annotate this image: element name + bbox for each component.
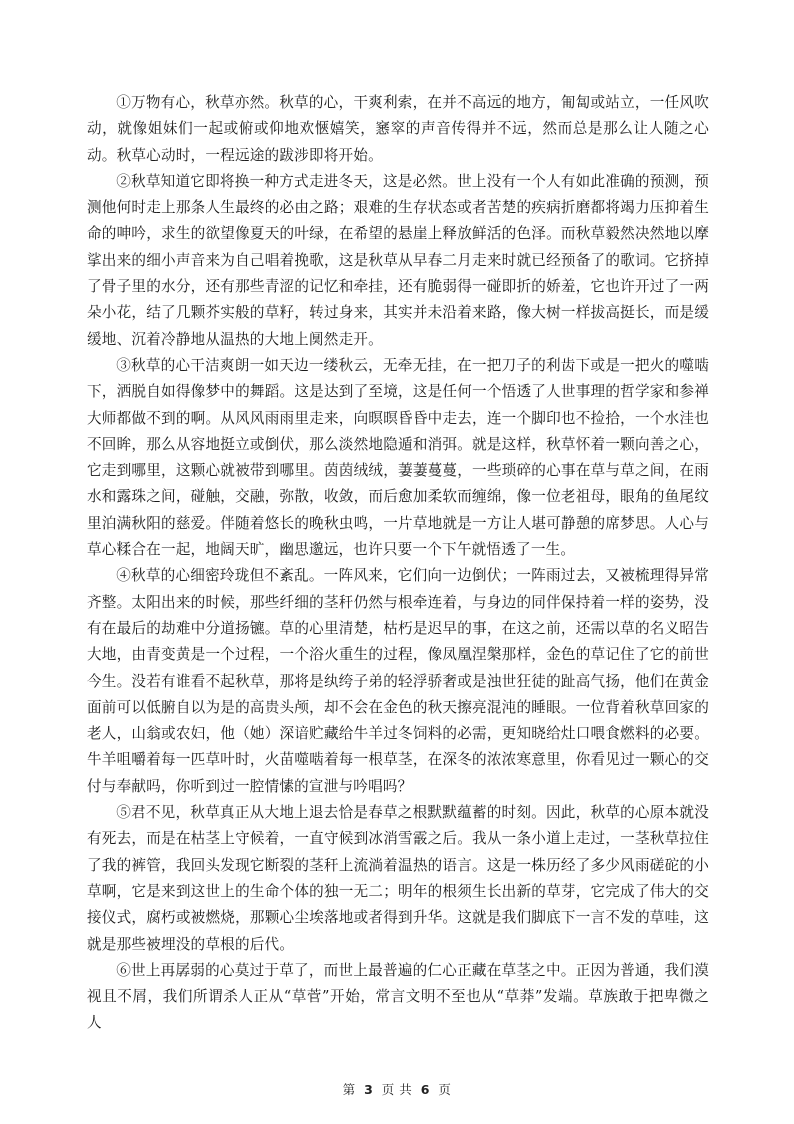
footer-middle: 页 共 bbox=[381, 1082, 413, 1097]
paragraph-6: ⑥世上再孱弱的心莫过于草了，而世上最普遍的仁心正藏在草茎之中。正因为普通，我们漠视且不屑，我们所谓杀人正从“草菅”开始，常言文明不至也从“草莽”发端。草族敢于把卑微之人 bbox=[87, 961, 709, 1032]
current-page-number: 3 bbox=[364, 1082, 374, 1097]
paragraph-4: ④秋草的心细密玲珑但不紊乱。一阵风来，它们向一边倒伏；一阵雨过去，又被梳理得异常齐整。太阳出来的时候，那些纤细的茎秆仍然与根牵连着，与身边的同伴保持着一样的姿势，没有在最后的劫难中分道扬镳。草的心里清楚，枯朽是迟早的事，在这之前，还需以草的名义昭告大地，由青变黄是一个过程，一个浴火重生的过程，像凤凰涅槃那样，金色的草记住了它的前世今生。没若有谁看不起秋草，那将是纨绔子弟的轻浮骄奢或是浊世狂徒的趾高气扬，他们在黄金面前可以低腑自以为是的高贵头颅，却不会在金色的秋天擦亮混沌的睡眼。一位背着秋草回家的老人，山翁或农妇，他（她）深谙贮藏给牛羊过冬饲料的必需，更知晓给灶口喂食燃料的必要。牛羊咀嚼着每一匹草叶时，火苗噬啮着每一根草茎，在深冬的浓浓寒意里，你看见过一颗心的交付与奉献吗，你听到过一腔情愫的宣泄与吟唱吗？ bbox=[87, 567, 709, 795]
paragraph-3: ③秋草的心干洁爽朗一如天边一缕秋云，无牵无挂，在一把刀子的利齿下或是一把火的噬啮下，洒脱自如得像梦中的舞蹈。这是达到了至境，这是任何一个悟透了人世事理的哲学家和参禅大师都做不到的啊。从风风雨雨里走来，向暝暝昏昏中走去，连一个脚印也不捡拾，一个水洼也不回眸，那么从容地挺立或倒伏，那么淡然地隐遁和消弭。就是这样，秋草怀着一颗向善之心，它走到哪里，这颗心就被带到哪里。茵茵绒绒，萋萋蔓蔓，一些琐碎的心事在草与草之间，在雨水和露珠之间，碰触，交融，弥散，收敛，而后愈加柔软而缠绵，像一位老祖母，眼角的鱼尾纹里泊满秋阳的慈爱。伴随着悠长的晚秋虫鸣，一片草地就是一方让人堪可静憩的席梦思。人心与草心糅合在一起，地阔天旷，幽思邈远，也许只要一个下午就悟透了一生。 bbox=[87, 356, 709, 559]
footer-prefix: 第 bbox=[342, 1082, 356, 1097]
footer-suffix: 页 bbox=[438, 1082, 452, 1097]
page-footer bbox=[0, 1080, 794, 1098]
paragraph-5: ⑤君不见，秋草真正从大地上退去恰是春草之根默默蕴蓄的时刻。因此，秋草的心原本就没有死去，而是在枯茎上守候着，一直守候到冰消雪霰之后。我从一条小道上走过，一茎秋草拉住了我的裤管，我回头发现它断裂的茎秆上流淌着温热的语言。这是一株历经了多少风雨磋砣的小草啊，它是来到这世上的生命个体的独一无二；明年的根须生长出新的草芽，它完成了伟大的交接仪式，腐朽或被燃烧，那颗心尘埃落地或者得到升华。这就是我们脚底下一言不发的草哇，这就是那些被埋没的草根的后代。 bbox=[87, 804, 709, 953]
total-pages-number: 6 bbox=[420, 1082, 430, 1097]
paragraph-1: ①万物有心，秋草亦然。秋草的心，干爽利索，在并不高远的地方，匍匐或站立，一任风吹动，就像姐妹们一起或俯或仰地欢愜嬉笑，窸窣的声音传得并不远，然而总是那么让人随之心动。秋草心动时，一程远途的跋涉即将开始。 bbox=[87, 94, 709, 164]
essay-body bbox=[87, 90, 709, 1037]
paragraph-2: ②秋草知道它即将换一种方式走进冬天，这是必然。世上没有一个人有如此准确的预测，预测他何时走上那条人生最终的必由之路；艰难的生存状态或者苦楚的疾病折磨都将竭力压抑着生命的呻吟，求生的欲望像夏天的叶绿，在希望的悬崖上释放鲜活的色泽。而秋草毅然决然地以摩挲出来的细小声音来为自己唱着挽歌，这是秋草从早春二月走来时就已经预备了的歌词。它挤掉了骨子里的水分，还有那些青涩的记忆和牵挂，还有脆弱得一碰即折的娇羞，它也许开过了一两朵小花，结了几颗芥实般的草籽，转过身来，其实并未沿着来路，像大树一样拔高挺长，而是缓缓地、沉着冷静地从温热的大地上阒然走开。 bbox=[87, 172, 709, 348]
